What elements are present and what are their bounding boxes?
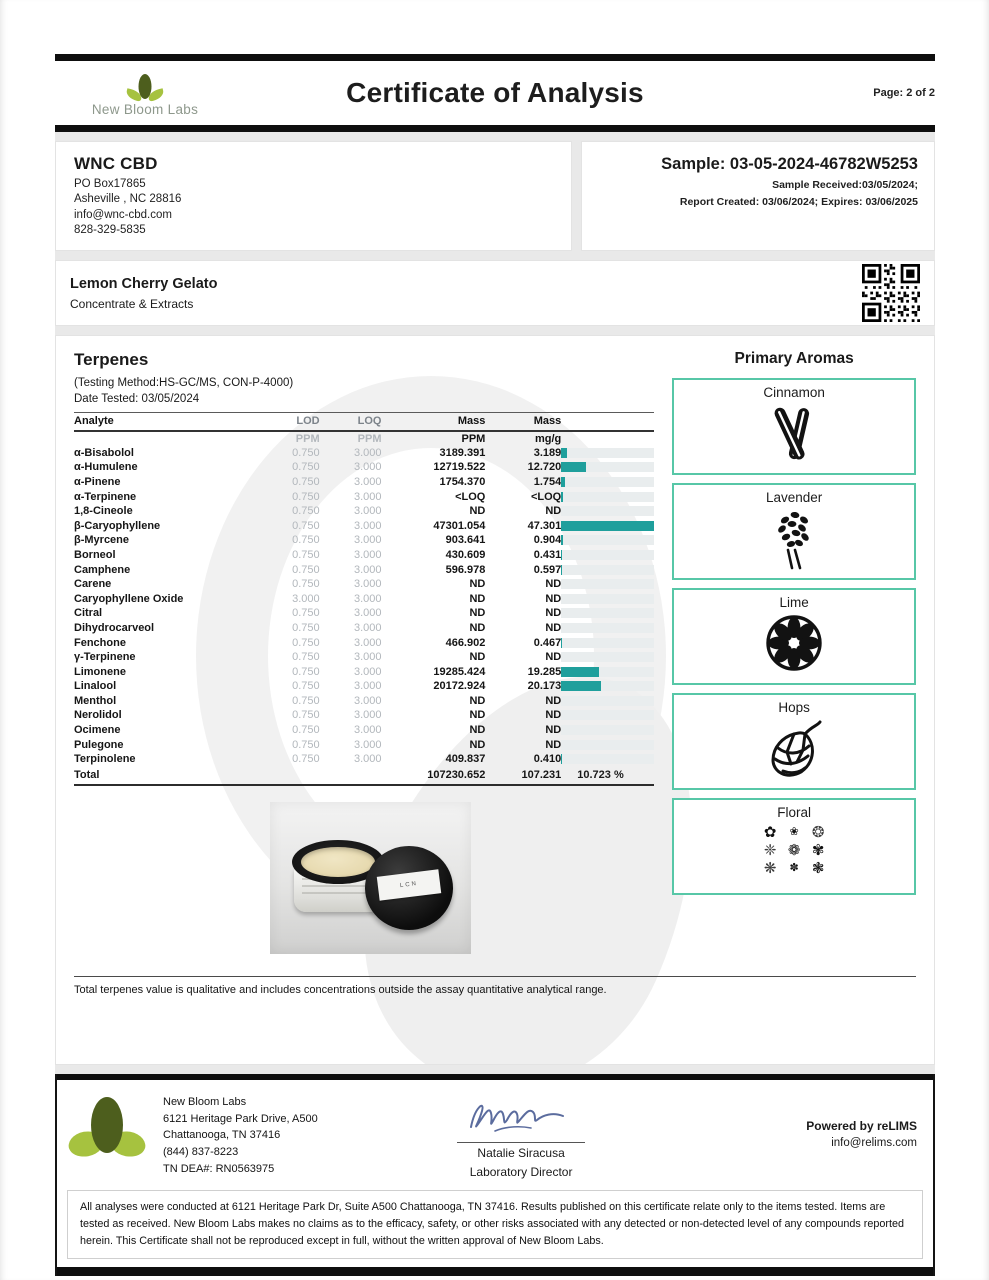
bar-fill	[561, 477, 564, 487]
concentration-bar-cell	[561, 752, 654, 767]
lod-value: 0.750	[292, 680, 320, 693]
terpene-row	[74, 606, 654, 621]
analyte-name: Borneol	[74, 548, 116, 561]
lod-value: 0.750	[292, 505, 320, 518]
mass-ppm-value: ND	[469, 694, 486, 707]
bar-fill	[561, 448, 567, 458]
mass-mgg-value: 0.431	[533, 548, 562, 561]
lod-value: 0.750	[292, 461, 320, 474]
client-address-line1: PO Box17865	[74, 177, 146, 190]
header	[55, 61, 935, 125]
loq-value: 3.000	[353, 621, 382, 634]
loq-value: 3.000	[353, 607, 382, 620]
terpene-row	[74, 591, 654, 606]
primary-aromas-title: Primary Aromas	[734, 350, 854, 367]
analyte-name: γ-Terpinene	[74, 651, 136, 664]
analyte-name: β-Caryophyllene	[74, 519, 161, 532]
mass-mgg-value: ND	[545, 724, 562, 737]
loq-value: 3.000	[353, 694, 382, 707]
loq-value: 3.000	[353, 534, 382, 547]
bar-fill	[561, 521, 654, 531]
top-margin	[0, 0, 989, 54]
lod-value: 0.750	[292, 534, 320, 547]
concentration-bar-cell	[561, 475, 654, 490]
loq-value: 3.000	[353, 461, 382, 474]
lod-value: 0.750	[292, 621, 320, 634]
terpene-row	[74, 446, 654, 461]
product-text	[70, 276, 217, 311]
terpene-row	[74, 533, 654, 548]
mass-ppm-value: ND	[469, 651, 486, 664]
mass-mgg-value: ND	[545, 592, 562, 605]
table-units-row	[74, 431, 654, 446]
analyte-name: Pulegone	[74, 738, 124, 751]
lab-brand-name: New Bloom Labs	[91, 101, 199, 117]
analyte-name: α-Humulene	[74, 461, 138, 474]
lod-value: 0.750	[292, 607, 320, 620]
qr-code	[862, 264, 920, 322]
aroma-box-floral	[672, 798, 916, 895]
sample-id: Sample: 03-05-2024-46782W5253	[661, 155, 918, 173]
concentration-bar-cell	[561, 533, 654, 548]
bar-fill	[561, 492, 562, 502]
lab-address1: 6121 Heritage Park Drive, A500	[163, 1112, 318, 1125]
bar-fill	[561, 667, 599, 677]
client-email: info@wnc-cbd.com	[74, 208, 172, 221]
terpene-row	[74, 504, 654, 519]
header-rule-bottom	[55, 125, 935, 132]
mass-ppm-value: ND	[469, 621, 486, 634]
client-phone: 828-329-5835	[74, 224, 146, 236]
lod-value: 0.750	[292, 651, 320, 664]
analyte-name: α-Bisabolol	[74, 446, 134, 459]
bar-track	[561, 448, 654, 458]
report-created-date: Report Created: 03/06/2024; Expires: 03/06/2025	[679, 196, 918, 208]
bar-track	[561, 754, 654, 764]
loq-value: 3.000	[353, 505, 382, 518]
aroma-label: Lavender	[765, 490, 823, 505]
terpene-row	[74, 679, 654, 694]
col-mass-ppm: Mass	[382, 413, 486, 431]
total-mgg: 107.231	[485, 767, 561, 785]
results-box	[55, 335, 935, 1065]
terpene-row	[74, 475, 654, 490]
bar-track	[561, 623, 654, 633]
bar-track	[561, 594, 654, 604]
concentration-bar-cell	[561, 562, 654, 577]
loq-value: 3.000	[353, 578, 382, 591]
mass-mgg-value: 0.597	[533, 563, 562, 576]
lod-value: 0.750	[292, 709, 320, 722]
bar-fill	[561, 565, 562, 575]
analyte-name: Limonene	[74, 665, 126, 678]
product-box	[55, 260, 935, 326]
mass-mgg-value: ND	[545, 578, 562, 591]
mass-ppm-value: <LOQ	[455, 490, 486, 503]
analyte-name: α-Terpinene	[74, 490, 137, 503]
concentration-bar-cell	[561, 518, 654, 533]
info-row	[55, 141, 935, 251]
disclaimer-text: All analyses were conducted at 6121 Heritage Park Dr, Suite A500 Chattanooga, TN 37416. Results published on this certificate relate only to the items tested. Items are tested as received. New Bloom Labs makes no claims as to the efficacy, safety, or other risks associated with any detected or non-detected level of any compounds reported herein. This Certificate shall not be reproduced except in full, without the written approval of New Bloom Labs.	[67, 1190, 923, 1259]
loq-value: 3.000	[353, 563, 382, 576]
concentration-bar-cell	[561, 591, 654, 606]
aroma-label: Hops	[778, 700, 810, 715]
mass-ppm-value: 3189.391	[439, 446, 486, 459]
bar-fill	[561, 462, 586, 472]
terpene-row	[74, 708, 654, 723]
total-percent: 10.723 %	[561, 767, 654, 785]
bar-fill	[561, 681, 601, 691]
mass-mgg-value: 0.410	[533, 753, 562, 766]
concentration-bar-cell	[561, 694, 654, 709]
bar-track	[561, 652, 654, 662]
loq-value: 3.000	[353, 475, 382, 488]
powered-by-block	[636, 1093, 921, 1179]
col-lod: LOD	[256, 413, 320, 431]
relims-email: info@relims.com	[831, 1137, 917, 1149]
lod-value: 0.750	[292, 753, 320, 766]
signer-name: Natalie Siracusa	[477, 1146, 565, 1160]
concentration-bar-cell	[561, 723, 654, 738]
bar-track	[561, 535, 654, 545]
floral-flowers-grid: ✿ ❀ ❂ ❈ ❁ ✾ ❋ ✽ ❃	[763, 824, 825, 877]
mass-mgg-value: 19.285	[527, 665, 562, 678]
lab-contact-info	[163, 1093, 318, 1179]
loq-value: 3.000	[353, 724, 382, 737]
product-photo	[270, 802, 471, 954]
mass-mgg-value: ND	[545, 738, 562, 751]
loq-value: 3.000	[353, 592, 382, 605]
terpenes-section	[74, 350, 654, 954]
lod-value: 0.750	[292, 738, 320, 751]
terpene-row	[74, 664, 654, 679]
mass-ppm-value: 20172.924	[433, 680, 486, 693]
terpene-row	[74, 752, 654, 767]
analyte-name: Linalool	[74, 680, 117, 693]
bar-track	[561, 681, 654, 691]
bar-track	[561, 521, 654, 531]
concentration-bar-cell	[561, 489, 654, 504]
loq-value: 3.000	[353, 490, 382, 503]
loq-value: 3.000	[353, 636, 382, 649]
analyte-name: Caryophyllene Oxide	[74, 592, 184, 605]
lod-value: 0.750	[292, 724, 320, 737]
total-row	[74, 767, 654, 785]
hops-cone-icon	[674, 716, 914, 782]
concentration-bar-cell	[561, 460, 654, 475]
bar-track	[561, 638, 654, 648]
mass-ppm-value: 47301.054	[433, 519, 486, 532]
bar-track	[561, 696, 654, 706]
terpene-row	[74, 723, 654, 738]
mass-ppm-value: ND	[469, 505, 486, 518]
mass-mgg-value: ND	[545, 709, 562, 722]
date-tested: Date Tested: 03/05/2024	[74, 393, 200, 405]
terpenes-title: Terpenes	[74, 350, 149, 369]
bar-fill	[561, 638, 562, 648]
mass-mgg-value: ND	[545, 621, 562, 634]
bar-track	[561, 667, 654, 677]
aroma-label: Lime	[779, 595, 809, 610]
footer-band	[57, 1080, 933, 1188]
bar-fill	[561, 550, 562, 560]
col-bar	[561, 413, 654, 431]
page-number: Page: 2 of 2	[873, 87, 935, 99]
lab-logo	[55, 70, 235, 117]
bar-track	[561, 608, 654, 618]
bar-track	[561, 740, 654, 750]
mass-mgg-value: 0.904	[533, 534, 562, 547]
mass-ppm-value: 466.902	[445, 636, 486, 649]
concentration-bar-cell	[561, 577, 654, 592]
unit-loq: PPM	[357, 432, 382, 445]
client-name: WNC CBD	[74, 154, 158, 173]
concentration-bar-cell	[561, 504, 654, 519]
lod-value: 0.750	[292, 490, 320, 503]
primary-aromas-panel	[672, 350, 916, 954]
total-label: Total	[74, 767, 256, 785]
loq-value: 3.000	[353, 753, 382, 766]
cinnamon-sticks-icon	[674, 401, 914, 467]
signature-block	[406, 1093, 636, 1179]
bar-fill	[561, 535, 563, 545]
total-ppm: 107230.652	[382, 767, 486, 785]
mass-ppm-value: ND	[469, 738, 486, 751]
bar-track	[561, 462, 654, 472]
mass-mgg-value: ND	[545, 607, 562, 620]
bar-track	[561, 579, 654, 589]
powered-by: Powered by reLIMS	[806, 1119, 917, 1133]
loq-value: 3.000	[353, 446, 382, 459]
client-address-line2: Asheville , NC 28816	[74, 193, 182, 205]
footer-lab-block	[69, 1093, 406, 1179]
mass-mgg-value: 20.173	[527, 680, 562, 693]
terpene-row	[74, 737, 654, 752]
signature-rule	[457, 1142, 585, 1143]
leaf-logo-icon	[125, 74, 165, 101]
testing-method: (Testing Method:HS-GC/MS, CON-P-4000)	[74, 377, 294, 389]
aroma-label: Floral	[777, 805, 811, 820]
lime-slice-icon	[674, 611, 914, 675]
jar-lid-image	[365, 846, 453, 930]
analyte-name: Citral	[74, 607, 103, 620]
signature-image	[461, 1095, 581, 1137]
lod-value: 3.000	[292, 592, 320, 605]
terpene-row	[74, 650, 654, 665]
sample-received-date: Sample Received:03/05/2024;	[772, 179, 918, 191]
footer-rule-bottom	[57, 1267, 933, 1276]
lod-value: 0.750	[292, 548, 320, 561]
loq-value: 3.000	[353, 519, 382, 532]
mass-mgg-value: 0.467	[533, 636, 562, 649]
lid-label: LCN	[377, 869, 441, 900]
terpene-row	[74, 548, 654, 563]
mass-ppm-value: 596.978	[445, 563, 486, 576]
unit-lod: PPM	[295, 432, 320, 445]
mass-mgg-value: ND	[545, 694, 562, 707]
analyte-name: Carene	[74, 578, 112, 591]
mass-ppm-value: 1754.370	[439, 475, 486, 488]
lab-phone: (844) 837-8223	[163, 1146, 239, 1159]
mass-mgg-value: 12.720	[527, 461, 562, 474]
terpene-row	[74, 621, 654, 636]
floral-flowers-icon	[674, 824, 914, 877]
table-header-row	[74, 413, 654, 431]
aroma-box-cinnamon	[672, 378, 916, 475]
analyte-name: α-Pinene	[74, 475, 121, 488]
terpene-row	[74, 489, 654, 504]
mass-ppm-value: ND	[469, 724, 486, 737]
mass-ppm-value: ND	[469, 592, 486, 605]
loq-value: 3.000	[353, 651, 382, 664]
concentration-bar-cell	[561, 635, 654, 650]
bar-fill	[561, 754, 562, 764]
lod-value: 0.750	[292, 694, 320, 707]
page-title: Certificate of Analysis	[346, 77, 644, 108]
lavender-sprig-icon	[674, 506, 914, 572]
concentration-bar-cell	[561, 664, 654, 679]
mass-mgg-value: ND	[545, 505, 562, 518]
loq-value: 3.000	[353, 548, 382, 561]
col-mass-mgg: Mass	[485, 413, 561, 431]
aroma-label: Cinnamon	[763, 385, 825, 400]
bar-track	[561, 506, 654, 516]
analyte-name: Menthol	[74, 694, 117, 707]
terpene-row	[74, 694, 654, 709]
analyte-name: Terpinolene	[74, 753, 136, 766]
mass-ppm-value: 409.837	[445, 753, 486, 766]
product-category: Concentrate & Extracts	[70, 296, 194, 311]
aroma-box-hops	[672, 693, 916, 790]
mass-mgg-value: 1.754	[533, 475, 562, 488]
terpene-row	[74, 562, 654, 577]
mass-ppm-value: 19285.424	[433, 665, 486, 678]
analyte-name: β-Myrcene	[74, 534, 130, 547]
concentration-bar-cell	[561, 737, 654, 752]
mass-ppm-value: ND	[469, 607, 486, 620]
concentration-bar-cell	[561, 621, 654, 636]
bar-track	[561, 477, 654, 487]
lab-address2: Chattanooga, TN 37416	[163, 1129, 281, 1142]
lod-value: 0.750	[292, 578, 320, 591]
concentration-bar-cell	[561, 446, 654, 461]
analyte-name: Ocimene	[74, 724, 121, 737]
mass-ppm-value: ND	[469, 578, 486, 591]
mass-ppm-value: 903.641	[445, 534, 486, 547]
col-analyte: Analyte	[74, 413, 256, 431]
lod-value: 0.750	[292, 446, 320, 459]
lod-value: 0.750	[292, 519, 320, 532]
concentration-bar-cell	[561, 548, 654, 563]
mass-ppm-value: 430.609	[445, 548, 486, 561]
client-info-box	[55, 141, 572, 251]
concentration-bar-cell	[561, 708, 654, 723]
aroma-box-lime	[672, 588, 916, 685]
lod-value: 0.750	[292, 475, 320, 488]
terpene-row	[74, 460, 654, 475]
bar-track	[561, 565, 654, 575]
terpene-row	[74, 635, 654, 650]
loq-value: 3.000	[353, 738, 382, 751]
concentration-bar-cell	[561, 650, 654, 665]
signer-title: Laboratory Director	[469, 1165, 573, 1179]
mass-ppm-value: ND	[469, 709, 486, 722]
lod-value: 0.750	[292, 563, 320, 576]
loq-value: 3.000	[353, 709, 382, 722]
sample-info-box	[581, 141, 935, 251]
bar-track	[561, 492, 654, 502]
lod-value: 0.750	[292, 665, 320, 678]
aroma-box-lavender	[672, 483, 916, 580]
footer-leaf-logo-icon	[69, 1095, 145, 1161]
bar-track	[561, 725, 654, 735]
terpene-row	[74, 577, 654, 592]
unit-mass-ppm: PPM	[461, 432, 486, 445]
mass-mgg-value: 47.301	[527, 519, 562, 532]
lod-value: 0.750	[292, 636, 320, 649]
analyte-name: Dihydrocarveol	[74, 621, 155, 634]
content-area	[55, 132, 935, 1074]
bar-track	[561, 550, 654, 560]
bar-track	[561, 710, 654, 720]
lab-dea-number: TN DEA#: RN0563975	[163, 1162, 275, 1175]
terpene-row	[74, 518, 654, 533]
analyte-name: Nerolidol	[74, 709, 122, 722]
total-terpenes-footnote: Total terpenes value is qualitative and includes concentrations outside the assay quantitative analytical range.	[74, 976, 916, 996]
header-rule-top	[55, 54, 935, 61]
mass-mgg-value: ND	[545, 651, 562, 664]
analyte-name: 1,8-Cineole	[74, 505, 133, 518]
mass-mgg-value: 3.189	[533, 446, 562, 459]
loq-value: 3.000	[353, 680, 382, 693]
col-loq: LOQ	[320, 413, 382, 431]
analyte-name: Fenchone	[74, 636, 126, 649]
loq-value: 3.000	[353, 665, 382, 678]
unit-mass-mgg: mg/g	[534, 432, 562, 445]
mass-mgg-value: <LOQ	[530, 490, 562, 503]
terpenes-table	[74, 412, 654, 786]
footer	[55, 1074, 935, 1276]
concentration-bar-cell	[561, 606, 654, 621]
concentration-bar-cell	[561, 679, 654, 694]
product-name: Lemon Cherry Gelato	[70, 275, 218, 292]
mass-ppm-value: 12719.522	[433, 461, 486, 474]
analyte-name: Camphene	[74, 563, 131, 576]
lab-name: New Bloom Labs	[163, 1096, 247, 1108]
